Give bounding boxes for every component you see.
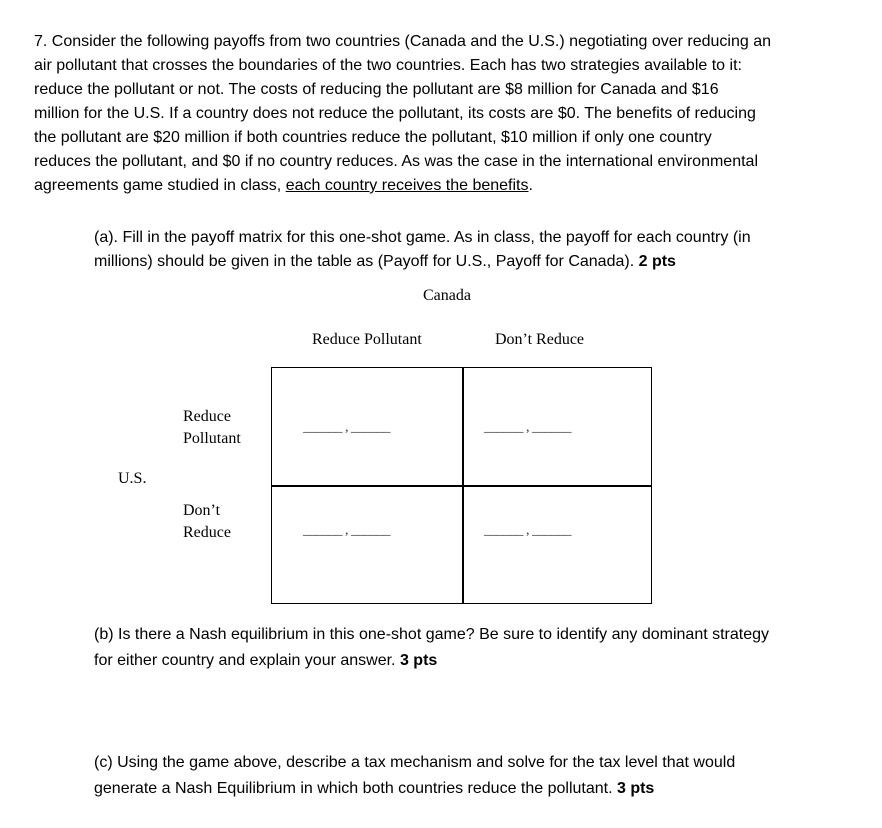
question-line-1: 7. Consider the following payoffs from two countries (Canada and the U.S.) negotiating over reducing an [34,33,772,50]
column-header-dont-reduce: Don’t Reduce [495,331,585,348]
part-b-line-1: (b) Is there a Nash equilibrium in this one-shot game? Be sure to identify any dominant strategy [94,626,770,643]
part-b [94,623,769,673]
row-header-dont-reduce-line-1: Don’t [183,502,221,519]
question-line-3: reduce the pollutant or not. The costs of reducing the pollutant are $8 million for Canada and $16 [34,81,719,98]
matrix-horizontal-divider [272,485,651,487]
question-line-2: air pollutant that crosses the boundaries of the two countries. Each has two strategies available to it: [34,57,742,74]
row-player-label: U.S. [118,470,147,487]
payoff-cell-dont-dont[interactable]: ______ , ______ [484,523,571,538]
part-a-line-2-text: millions) should be given in the table as (Payoff for U.S., Payoff for Canada). [94,253,639,270]
question-line-5: the pollutant are $20 million if both countries reduce the pollutant, $10 million if only one country [34,129,712,146]
row-header-reduce-line-2: Pollutant [183,430,241,447]
column-header-reduce: Reduce Pollutant [312,331,422,348]
question-line-7-prefix: agreements game studied in class, [34,177,286,194]
part-b-line-2-text: for either country and explain your answer. [94,652,400,669]
question-text [34,30,771,198]
row-header-reduce-line-1: Reduce [183,408,231,425]
part-c-line-2-text: generate a Nash Equilibrium in which both countries reduce the pollutant. [94,780,617,797]
part-a-line-2 [94,250,751,274]
question-line-6: reduces the pollutant, and $0 if no country reduces. As was the case in the international environmental [34,153,758,170]
part-a [94,226,751,274]
payoff-matrix [271,367,652,604]
question-line-7 [34,174,771,198]
row-header-reduce [183,406,241,450]
question-line-4: million for the U.S. If a country does not reduce the pollutant, its costs are $0. The benefits of reducing [34,105,756,122]
part-c [94,751,735,801]
part-b-line-2 [94,649,769,673]
part-b-points: 3 pts [399,652,438,669]
part-a-line-1: (a). Fill in the payoff matrix for this one-shot game. As in class, the payoff for each country (in [94,229,751,246]
part-c-points: 3 pts [616,780,655,797]
payoff-cell-reduce-reduce[interactable]: ______ , ______ [303,420,390,435]
part-a-points: 2 pts [638,253,676,270]
question-line-7-suffix: . [528,177,533,194]
row-header-dont-reduce-line-2: Reduce [183,524,231,541]
row-header-dont-reduce [183,500,231,544]
part-c-line-2 [94,777,735,801]
payoff-cell-dont-reduce[interactable]: ______ , ______ [303,523,390,538]
question-underlined-phrase: each country receives the benefits [285,177,529,194]
part-c-line-1: (c) Using the game above, describe a tax mechanism and solve for the tax level that would [94,754,736,771]
column-player-label: Canada [423,287,471,304]
payoff-cell-reduce-dont[interactable]: ______ , ______ [484,420,571,435]
